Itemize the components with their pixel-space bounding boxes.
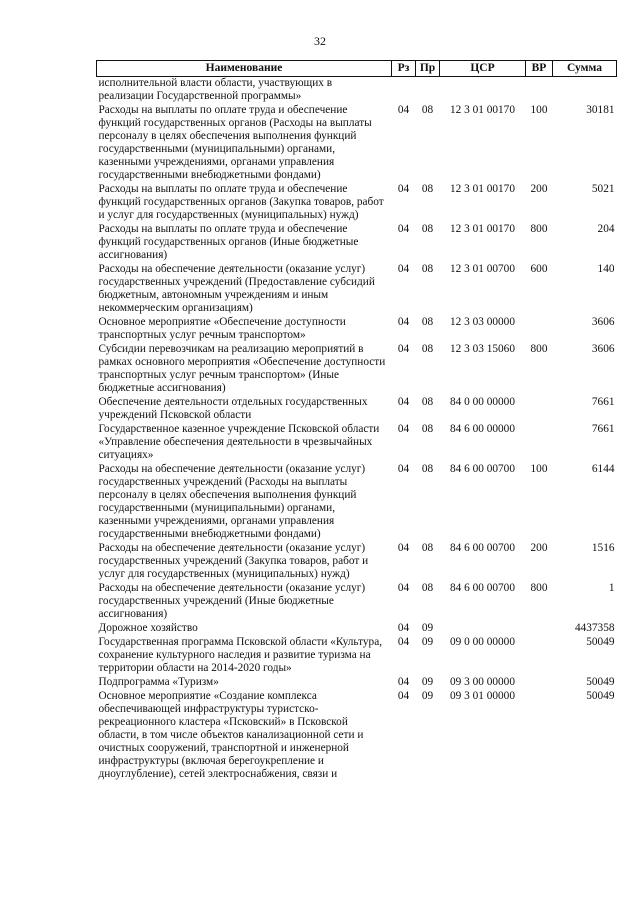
row-rz: 04 xyxy=(397,636,410,648)
row-csr: 84 6 00 00700 xyxy=(450,542,515,554)
row-csr: 09 3 00 00000 xyxy=(450,676,515,688)
row-csr: 84 6 00 00000 xyxy=(450,423,515,435)
header-pr: Пр xyxy=(416,61,440,77)
row-vr: 600 xyxy=(530,263,548,275)
row-rz xyxy=(392,77,416,105)
row-sum: 30181 xyxy=(586,104,615,116)
row-vr: 100 xyxy=(530,463,548,475)
table-row xyxy=(97,463,617,542)
row-vr: 100 xyxy=(530,104,548,116)
row-rz: 04 xyxy=(397,183,410,195)
row-pr: 08 xyxy=(421,423,434,435)
row-name: Субсидии перевозчикам на реализацию мероприятий в рамках основного мероприятия «Обеспечение доступности транспортных услуг речным транспортом» (Иные бюджетные ассигнования) xyxy=(98,343,386,394)
table-row xyxy=(97,582,617,622)
row-pr: 09 xyxy=(421,622,434,634)
row-name: Основное мероприятие «Создание комплекса обеспечивающей инфраструктуры туристско-рекреационного кластера «Псковский» в Псковской области, в том числе объектов канализационной сети и очистных сооружений, транспортной и инженерной инфраструктуры (включая берегоукрепление и дноуглубление), сетей электроснабжения, связи и xyxy=(98,690,364,780)
row-rz: 04 xyxy=(397,622,410,634)
row-name: Расходы на обеспечение деятельности (оказание услуг) государственных учреждений (Иные бюджетные ассигнования) xyxy=(98,582,366,620)
table-row xyxy=(97,316,617,343)
table-row xyxy=(97,622,617,636)
row-vr xyxy=(526,636,553,676)
row-vr xyxy=(526,396,553,423)
row-pr: 08 xyxy=(421,223,434,235)
table-row xyxy=(97,396,617,423)
row-vr xyxy=(526,423,553,463)
row-rz: 04 xyxy=(397,223,410,235)
table-row xyxy=(97,676,617,690)
table-body xyxy=(97,77,617,783)
row-csr: 12 3 03 15060 xyxy=(450,343,515,355)
table-row xyxy=(97,423,617,463)
row-rz: 04 xyxy=(397,463,410,475)
row-csr: 12 3 01 00170 xyxy=(450,223,515,235)
row-pr: 09 xyxy=(421,676,434,688)
row-rz: 04 xyxy=(397,542,410,554)
row-csr: 84 0 00 00000 xyxy=(450,396,515,408)
table-row xyxy=(97,183,617,223)
row-name: Государственное казенное учреждение Псковской области «Управление обеспечения деятельности в чрезвычайных ситуациях» xyxy=(98,423,380,461)
row-name: Подпрограмма «Туризм» xyxy=(98,676,219,688)
header-row xyxy=(97,61,617,77)
row-vr: 200 xyxy=(530,542,548,554)
row-pr: 08 xyxy=(421,316,434,328)
row-sum: 7661 xyxy=(591,396,615,408)
row-csr: 09 3 01 00000 xyxy=(450,690,515,702)
row-rz: 04 xyxy=(397,423,410,435)
table-row xyxy=(97,104,617,183)
row-pr: 08 xyxy=(421,104,434,116)
row-sum: 1 xyxy=(608,582,615,594)
row-rz: 04 xyxy=(397,582,410,594)
table-row xyxy=(97,690,617,782)
row-name: Дорожное хозяйство xyxy=(98,622,198,634)
row-name: Расходы на обеспечение деятельности (оказание услуг) государственных учреждений (Закупка товаров, работ и услуг для государственных (муниципальных) нужд) xyxy=(98,542,369,580)
row-csr xyxy=(440,77,526,105)
row-vr xyxy=(526,690,553,782)
row-rz: 04 xyxy=(397,676,410,688)
row-name: Расходы на обеспечение деятельности (оказание услуг) государственных учреждений (Предоставление субсидий бюджетным, автономным учреждениям и иным некоммерческим организациям) xyxy=(98,263,375,314)
page-number: 32 xyxy=(314,34,326,48)
row-sum: 140 xyxy=(597,263,615,275)
table-row xyxy=(97,263,617,316)
row-pr: 08 xyxy=(421,183,434,195)
row-rz: 04 xyxy=(397,263,410,275)
row-name: Расходы на обеспечение деятельности (оказание услуг) государственных учреждений (Расходы на выплаты персоналу в целях обеспечения выполнения функций государственными (муниципальными) органами, казенными учреждениями, органами управления государственными внебюджетными фондами) xyxy=(98,463,366,540)
row-vr: 800 xyxy=(530,343,548,355)
row-sum: 50049 xyxy=(586,676,615,688)
row-sum: 3606 xyxy=(591,343,615,355)
header-sum: Сумма xyxy=(553,61,617,77)
row-sum: 50049 xyxy=(586,636,615,648)
row-vr: 800 xyxy=(530,582,548,594)
row-name: Расходы на выплаты по оплате труда и обеспечение функций государственных органов (Иные бюджетные ассигнования) xyxy=(98,223,359,261)
row-csr: 12 3 01 00170 xyxy=(450,104,515,116)
row-sum: 6144 xyxy=(591,463,615,475)
header-name: Наименование xyxy=(97,61,392,77)
row-sum: 50049 xyxy=(586,690,615,702)
row-csr: 12 3 01 00700 xyxy=(450,263,515,275)
row-rz: 04 xyxy=(397,396,410,408)
row-name: Обеспечение деятельности отдельных государственных учреждений Псковской области xyxy=(98,396,368,421)
table-row xyxy=(97,343,617,396)
row-vr xyxy=(526,676,553,690)
row-name: Расходы на выплаты по оплате труда и обеспечение функций государственных органов (Закупка товаров, работ и услуг для государственных (муниципальных) нужд) xyxy=(98,183,384,221)
row-vr xyxy=(526,316,553,343)
row-vr: 200 xyxy=(530,183,548,195)
row-vr xyxy=(526,622,553,636)
row-csr: 09 0 00 00000 xyxy=(450,636,515,648)
row-rz: 04 xyxy=(397,343,410,355)
row-sum xyxy=(553,77,617,105)
row-rz: 04 xyxy=(397,316,410,328)
table-row xyxy=(97,636,617,676)
table-row xyxy=(97,77,617,105)
row-name: Основное мероприятие «Обеспечение доступности транспортных услуг речным транспортом» xyxy=(98,316,346,341)
row-csr: 12 3 03 00000 xyxy=(450,316,515,328)
row-csr xyxy=(440,622,526,636)
row-name: исполнительной власти области, участвующих в реализации Государственной программы» xyxy=(98,77,333,102)
row-vr xyxy=(526,77,553,105)
row-rz: 04 xyxy=(397,690,410,702)
row-sum: 3606 xyxy=(591,316,615,328)
table-row xyxy=(97,223,617,263)
row-pr xyxy=(416,77,440,105)
row-pr: 08 xyxy=(421,463,434,475)
row-csr: 12 3 01 00170 xyxy=(450,183,515,195)
row-sum: 204 xyxy=(597,223,615,235)
row-name: Государственная программа Псковской области «Культура, сохранение культурного наследия и развитие туризма на территории области на 2014-2020 годы» xyxy=(98,636,383,674)
table-header xyxy=(97,61,617,77)
header-csr: ЦСР xyxy=(440,61,526,77)
header-vr: ВР xyxy=(526,61,553,77)
row-pr: 08 xyxy=(421,343,434,355)
row-vr: 800 xyxy=(530,223,548,235)
row-pr: 08 xyxy=(421,542,434,554)
row-name: Расходы на выплаты по оплате труда и обеспечение функций государственных органов (Расходы на выплаты персоналу в целях обеспечения выполнения функций государственными (муниципальными) органами, казенными учреждениями, органами управления государственными внебюджетными фондами) xyxy=(98,104,372,181)
row-pr: 08 xyxy=(421,582,434,594)
row-pr: 08 xyxy=(421,263,434,275)
row-csr: 84 6 00 00700 xyxy=(450,582,515,594)
header-rz: Рз xyxy=(392,61,416,77)
budget-table xyxy=(96,60,617,782)
table-row xyxy=(97,542,617,582)
row-csr: 84 6 00 00700 xyxy=(450,463,515,475)
row-sum: 1516 xyxy=(591,542,615,554)
row-pr: 08 xyxy=(421,396,434,408)
row-rz: 04 xyxy=(397,104,410,116)
row-pr: 09 xyxy=(421,636,434,648)
row-sum: 5021 xyxy=(591,183,615,195)
row-sum: 4437358 xyxy=(574,622,615,634)
row-pr: 09 xyxy=(421,690,434,702)
row-sum: 7661 xyxy=(591,423,615,435)
